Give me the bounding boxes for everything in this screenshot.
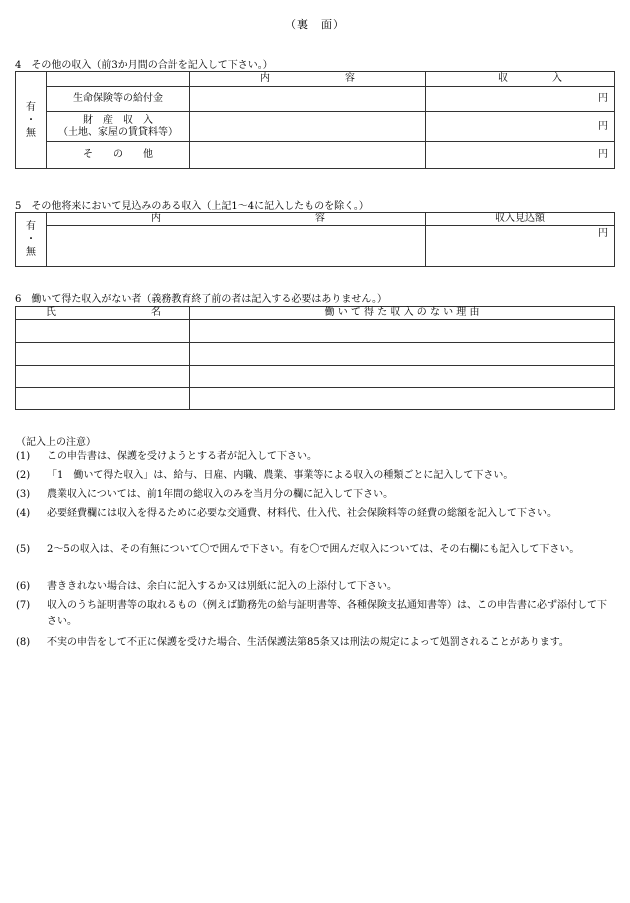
row-property-content[interactable] (190, 112, 426, 142)
row-insurance-content[interactable] (190, 87, 426, 112)
row-other-amount[interactable] (426, 142, 615, 169)
flag-no: 無 (26, 127, 36, 139)
notes-title: （記入上の注意） (16, 437, 96, 448)
section-6-table (15, 306, 615, 410)
row-label-property (47, 112, 190, 142)
name-cell[interactable] (16, 343, 190, 366)
page-title: （裏 面） (285, 18, 345, 31)
note-text: 農業収入については、前1年間の総収入のみを当月分の欄に記入して下さい。 (47, 489, 394, 500)
reason-cell[interactable] (190, 343, 615, 366)
header-mikomi: 収入見込額 (426, 213, 615, 226)
note-number: (6) (16, 581, 31, 592)
row-label-other: そ の 他 (47, 142, 190, 169)
section-5-flag-cell[interactable] (16, 213, 47, 267)
flag-dot: ・ (26, 114, 36, 126)
row-insurance-amount[interactable] (426, 87, 615, 112)
header-name-char2: 名 (151, 307, 161, 318)
header-naiyo-char2: 容 (345, 73, 355, 84)
note-number: (2) (16, 470, 31, 481)
name-cell[interactable] (16, 388, 190, 410)
row-property-amount[interactable] (426, 112, 615, 142)
header-blank (47, 72, 190, 87)
header-naiyo (190, 72, 426, 87)
header-name (16, 307, 190, 320)
row-other-content[interactable] (190, 142, 426, 169)
yen-unit: 円 (598, 228, 608, 239)
header-naiyo (47, 213, 426, 226)
reason-cell[interactable] (190, 320, 615, 343)
header-reason: 働 い て 得 た 収 入 の な い 理 由 (190, 307, 615, 320)
row-label-insurance: 生命保険等の給付金 (47, 87, 190, 112)
flag-no: 無 (26, 247, 36, 258)
note-number: (8) (16, 637, 31, 648)
note-text: 書ききれない場合は、余白に記入するか又は別紙に記入の上添付して下さい。 (47, 581, 397, 592)
future-income-amount[interactable] (426, 226, 615, 267)
flag-yes: 有 (26, 221, 36, 232)
section-4-flag-cell[interactable] (16, 72, 47, 169)
note-number: (7) (16, 600, 31, 611)
flag-dot: ・ (26, 234, 36, 245)
note-text: 2～5の収入は、その有無について〇で囲んで下さい。有を〇で囲んだ収入については、その右欄にも記入して下さい。 (47, 544, 580, 555)
note-number: (4) (16, 508, 31, 519)
reason-cell[interactable] (190, 388, 615, 410)
header-shunyu-char2: 入 (552, 73, 562, 84)
header-naiyo-char2: 容 (315, 213, 325, 224)
yen-unit: 円 (598, 120, 608, 132)
section-4-table (15, 71, 615, 169)
row-label-property-main: 財 産 収 入 (83, 114, 153, 126)
reason-cell[interactable] (190, 366, 615, 388)
note-text: 収入のうち証明書等の取れるもの（例えば勤務先の給与証明書等、各種保険支払通知書等）は、この申告書に必ず添付して下さい。 (47, 600, 607, 627)
header-name-char1: 氏 (46, 307, 56, 318)
section-5-title: 5 その他将来において見込みのある収入（上記1～4に記入したものを除く。） (15, 201, 369, 212)
header-shunyu-char1: 収 (498, 73, 508, 84)
header-naiyo-char1: 内 (151, 213, 161, 224)
note-text: 不実の申告をして不正に保護を受けた場合、生活保護法第85条又は刑法の規定によって処罰されることがあります。 (47, 637, 569, 648)
note-number: (3) (16, 489, 31, 500)
header-naiyo-char1: 内 (260, 73, 270, 84)
note-text: 「1 働いて得た収入」は、給与、日雇、内職、農業、事業等による収入の種類ごとに記入して下さい。 (47, 470, 514, 481)
name-cell[interactable] (16, 320, 190, 343)
yen-unit: 円 (598, 149, 608, 160)
header-shunyu (426, 72, 615, 87)
note-number: (5) (16, 544, 31, 555)
note-text: 必要経費欄には収入を得るために必要な交通費、材料代、仕入代、社会保険料等の経費の総額を記入して下さい。 (47, 508, 557, 519)
future-income-content[interactable] (47, 226, 426, 267)
name-cell[interactable] (16, 366, 190, 388)
row-label-property-sub: （土地、家屋の賃貸料等） (58, 126, 178, 138)
section-5-table (15, 212, 615, 267)
section-4-title: 4 その他の収入（前3か月間の合計を記入して下さい。） (15, 60, 273, 71)
note-number: (1) (16, 451, 31, 462)
note-text: この申告書は、保護を受けようとする者が記入して下さい。 (47, 451, 317, 462)
yen-unit: 円 (598, 93, 608, 104)
flag-yes: 有 (26, 101, 36, 113)
section-6-title: 6 働いて得た収入がない者（義務教育終了前の者は記入する必要はありません。） (15, 294, 387, 305)
